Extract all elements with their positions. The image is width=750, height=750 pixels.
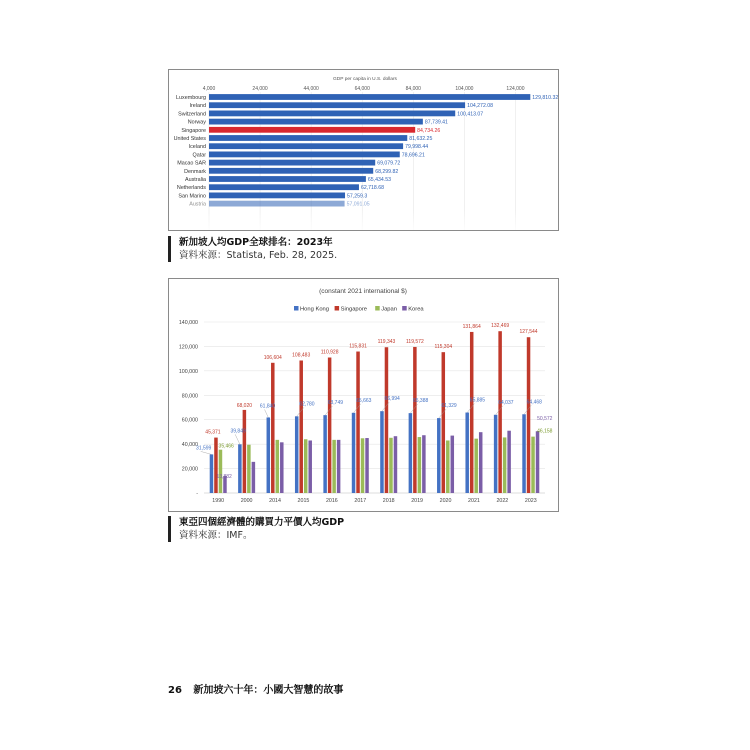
chart1-value-label: 104,272.08 <box>467 103 494 110</box>
chart1-bar <box>209 102 465 108</box>
chart2-hongkong-label: 62,780 <box>299 401 315 408</box>
chart2-bar <box>536 431 540 493</box>
chart1-caption-title: 新加坡人均GDP全球排名：2023年 <box>179 237 333 248</box>
page-number: 26 <box>168 685 182 696</box>
chart1-value-label: 79,998.44 <box>405 144 429 151</box>
chart2-bar <box>479 432 483 493</box>
chart2-bar <box>413 347 417 493</box>
chart2-bar <box>380 411 384 493</box>
chart1-caption <box>168 236 337 262</box>
chart2-bar <box>238 444 242 493</box>
chart1-tick-label: 44,000 <box>303 86 319 92</box>
chart2-bar <box>451 436 455 493</box>
chart2-bar <box>280 442 284 493</box>
chart2-singapore-label: 45,371 <box>205 429 221 436</box>
chart2-x-tick-label: 2015 <box>297 498 310 504</box>
ppp-gdp-chart <box>169 279 558 511</box>
chart1-category-label: Singapore <box>181 127 206 134</box>
chart1-tick-label: 124,000 <box>506 86 525 92</box>
chart2-x-tick-label: 2023 <box>524 498 537 504</box>
chart2-bar <box>418 437 422 493</box>
chart1-tick-label: 4,000 <box>202 86 216 92</box>
chart2-bar <box>507 431 511 493</box>
chart1-category-label: Qatar <box>192 152 206 159</box>
chart2-bar <box>219 450 223 493</box>
chart1-bar <box>209 111 455 117</box>
chart1-value-label: 100,413.07 <box>457 111 484 118</box>
chart2-hongkong-label: 66,994 <box>384 396 400 403</box>
chart1-category-label: Australia <box>185 177 206 183</box>
chart2-hongkong-label: 64,037 <box>498 399 514 406</box>
chart2-bar <box>437 418 441 493</box>
chart2-y-tick-label: 40,000 <box>181 442 198 449</box>
chart2-bar <box>352 413 356 493</box>
chart2-singapore-label: 115,831 <box>349 343 367 350</box>
chart1-value-label: 129,810.32 <box>532 95 558 101</box>
chart2-bar <box>271 363 275 493</box>
chart1-category-label: United States <box>173 136 206 142</box>
chart2-japan-label: 46,158 <box>537 428 553 435</box>
chart2-bar <box>328 358 332 493</box>
chart2-hongkong-label: 61,840 <box>259 403 276 410</box>
chart2-bar <box>446 440 450 493</box>
chart1-bar <box>209 119 423 125</box>
chart2-bar <box>361 438 365 493</box>
chart2-hongkong-leader <box>235 434 240 444</box>
chart2-x-tick-label: 2022 <box>496 498 509 504</box>
chart2-legend-swatch <box>294 306 299 311</box>
chart2-singapore-label: 119,343 <box>377 339 396 346</box>
chart1-bar <box>209 193 345 199</box>
gdp-ranking-chart <box>169 70 558 230</box>
chart1-tick-label: 104,000 <box>455 86 474 92</box>
chart1-value-label: 62,718.68 <box>360 185 385 192</box>
chart2-x-tick-label: 2017 <box>354 498 367 504</box>
chart2-bar <box>243 410 247 493</box>
chart1-value-label: 57,259.3 <box>347 193 368 200</box>
chart2-hongkong-label: 63,749 <box>327 400 344 407</box>
chart2-japan-label: 35,466 <box>218 443 234 450</box>
chart1-bar <box>209 135 407 141</box>
chart2-bar <box>389 438 393 493</box>
chart2-legend-swatch <box>402 306 407 311</box>
chart2-bar <box>522 414 526 493</box>
book-title: 新加坡六十年：小國大智慧的故事 <box>193 685 344 696</box>
chart2-bar <box>409 413 413 493</box>
chart1-tick-label: 24,000 <box>252 86 268 92</box>
chart2-bar <box>365 438 369 493</box>
chart2-bar <box>503 437 507 493</box>
chart1-caption-source: 資料來源：Statista, Feb. 28, 2025. <box>179 250 338 261</box>
chart1-category-label: Switzerland <box>178 111 206 118</box>
chart2-hongkong-leader <box>265 409 269 417</box>
chart2-hongkong-leader <box>201 451 212 454</box>
chart1-axis-title: GDP per capita in U.S. dollars <box>333 77 397 82</box>
chart2-bar <box>332 440 336 493</box>
chart2-x-tick-label: 1990 <box>212 498 225 504</box>
chart2-singapore-label: 119,572 <box>406 338 424 345</box>
chart2-y-tick-label: 80,000 <box>181 393 198 400</box>
chart2-bar <box>470 332 474 493</box>
chart2-x-tick-label: 2019 <box>411 498 424 504</box>
chart2-bar <box>323 415 327 493</box>
chart2-bar <box>527 337 531 493</box>
chart2-korea-label: 50,572 <box>537 416 553 423</box>
chart1-category-label: Austria <box>189 201 206 208</box>
chart2-hongkong-label: 39,849 <box>230 428 246 435</box>
chart1-category-label: Macao SAR <box>177 160 206 167</box>
chart2-bar <box>385 347 389 493</box>
chart2-bar <box>394 436 398 493</box>
page-footer <box>168 681 343 696</box>
chart2-bar <box>465 413 469 493</box>
chart2-y-tick-label: 100,000 <box>178 368 198 375</box>
chart2-legend-label: Hong Kong <box>300 306 330 313</box>
chart2-y-tick-label: 120,000 <box>178 344 198 351</box>
chart1-bar <box>209 168 373 174</box>
chart1-bar <box>209 160 375 166</box>
chart1-bar <box>209 152 400 158</box>
chart2-legend-label: Korea <box>408 306 424 313</box>
chart2-bar <box>531 437 535 493</box>
chart2-bar <box>474 439 478 493</box>
chart2-caption-title: 東亞四個經濟體的購買力平價人均GDP <box>179 517 345 528</box>
chart2-x-tick-label: 2021 <box>468 498 480 504</box>
ppp-gdp-chart-panel <box>168 278 559 512</box>
chart2-bar <box>494 415 498 493</box>
chart2-bar <box>210 454 214 493</box>
chart1-category-label: Denmark <box>184 168 206 175</box>
chart2-y-tick-label: 20,000 <box>181 466 198 473</box>
chart1-value-label: 78,696.21 <box>401 152 425 159</box>
chart1-tick-label: 84,000 <box>405 86 421 92</box>
chart2-singapore-label: 106,604 <box>263 354 282 361</box>
chart1-bar <box>209 143 403 149</box>
chart2-bar <box>276 440 280 493</box>
chart1-category-label: San Marino <box>178 193 206 200</box>
chart2-hongkong-label: 65,885 <box>469 397 486 404</box>
chart1-fade-overlay <box>169 210 558 230</box>
chart2-bar <box>295 416 299 493</box>
chart2-legend-swatch <box>375 306 380 311</box>
chart1-category-label: Iceland <box>188 144 206 151</box>
chart1-category-label: Ireland <box>189 103 206 110</box>
chart2-bar <box>422 435 426 493</box>
chart2-singapore-label: 131,864 <box>462 323 481 330</box>
chart2-caption <box>168 516 344 542</box>
chart1-value-label: 87,739.41 <box>424 119 448 126</box>
chart2-y-tick-label: 60,000 <box>181 417 198 424</box>
chart2-title: (constant 2021 international $) <box>319 288 407 295</box>
chart2-singapore-label: 127,544 <box>519 329 538 336</box>
chart1-bar <box>209 201 345 207</box>
chart2-bar <box>252 462 256 493</box>
chart2-y-tick-label: 140,000 <box>178 320 198 326</box>
chart2-x-tick-label: 2018 <box>382 498 395 504</box>
chart2-bar <box>442 352 446 493</box>
chart2-bar <box>247 445 251 493</box>
chart1-value-label: 57,091.05 <box>346 201 370 208</box>
chart2-legend-swatch <box>335 306 340 311</box>
chart2-hongkong-label: 65,388 <box>412 398 429 405</box>
chart1-value-label: 65,434.53 <box>367 177 391 183</box>
chart2-bar <box>304 439 308 493</box>
chart2-y-tick-label: - <box>196 491 198 497</box>
chart2-bar <box>337 440 341 493</box>
chart2-x-tick-label: 2020 <box>439 498 452 504</box>
chart2-x-tick-label: 2016 <box>325 498 338 504</box>
chart1-tick-label: 64,000 <box>354 86 370 92</box>
chart2-singapore-label: 132,469 <box>491 323 510 330</box>
chart2-singapore-label: 108,483 <box>292 352 311 359</box>
chart2-bar <box>214 438 218 493</box>
chart2-singapore-label: 115,304 <box>434 344 453 351</box>
chart1-value-label: 69,079.72 <box>377 160 401 167</box>
chart1-value-label: 84,734.26 <box>417 127 441 134</box>
chart2-hongkong-label: 31,599 <box>196 445 212 452</box>
chart2-x-tick-label: 2014 <box>269 498 281 504</box>
chart1-category-label: Luxembourg <box>176 95 206 101</box>
chart2-bar <box>267 417 271 493</box>
chart1-value-label: 68,299.82 <box>375 168 399 175</box>
chart2-bar <box>299 360 303 493</box>
chart1-bar <box>209 94 530 100</box>
chart2-legend-label: Singapore <box>340 306 368 313</box>
chart2-hongkong-label: 64,468 <box>526 399 542 406</box>
chart2-bar <box>498 331 502 493</box>
chart1-category-label: Netherlands <box>176 185 206 192</box>
chart2-x-tick-label: 2000 <box>240 498 253 504</box>
chart2-caption-source: 資料來源：IMF。 <box>179 530 253 541</box>
chart2-hongkong-label: 61,329 <box>441 403 457 410</box>
chart1-bar <box>209 184 359 190</box>
chart2-bar <box>356 352 360 493</box>
chart2-singapore-label: 68,020 <box>236 402 253 409</box>
chart2-singapore-label: 110,928 <box>320 349 339 356</box>
chart1-bar <box>209 176 366 182</box>
chart2-korea-label: 13,882 <box>216 474 232 481</box>
chart2-hongkong-label: 65,663 <box>356 397 372 404</box>
chart1-category-label: Norway <box>187 119 206 126</box>
chart1-bar <box>209 127 415 133</box>
chart1-value-label: 81,632.25 <box>409 136 433 142</box>
gdp-ranking-chart-panel <box>168 69 559 231</box>
chart2-bar <box>308 440 312 493</box>
chart2-legend-label: Japan <box>381 306 397 313</box>
